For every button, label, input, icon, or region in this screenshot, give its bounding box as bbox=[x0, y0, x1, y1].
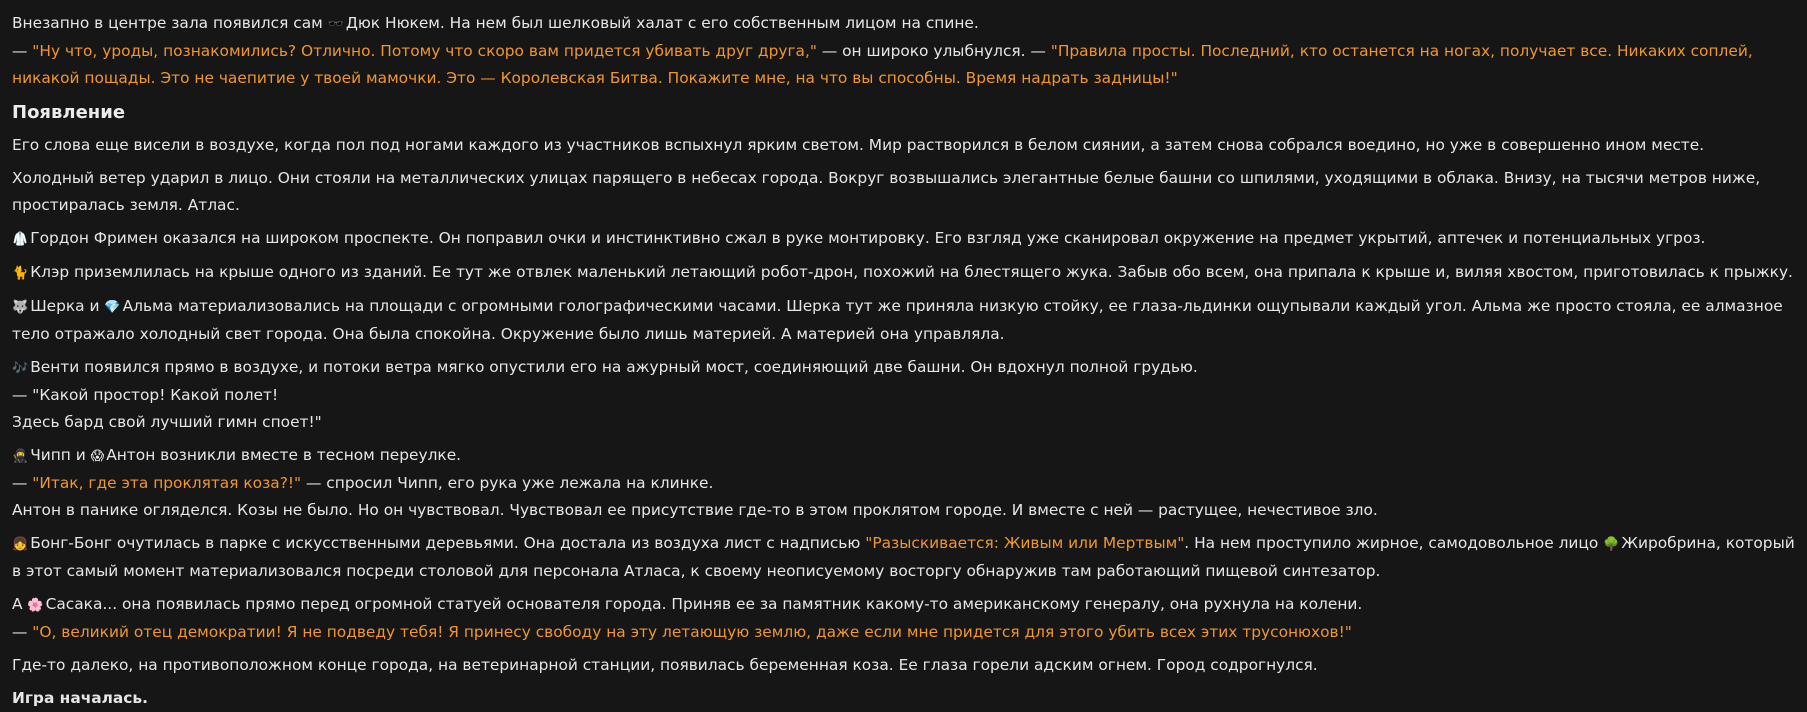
paragraph-duke-speech bbox=[12, 38, 1795, 92]
sasaka-speech bbox=[12, 619, 1795, 646]
wanted-poster-quote: "Разыскивается: Живым или Мертвым" bbox=[865, 534, 1185, 552]
sasaka-text: А bbox=[12, 595, 28, 613]
anton-line: Антон в панике огляделся. Козы не было. Но он чувствовал. Чувствовал ее присутствие где-то в этом проклятом городе. И вместе с ней — растущее, нечестивое зло. bbox=[12, 501, 1378, 519]
claire-text: Клэр приземлилась на крыше одного из зданий. Ее тут же отвлек маленький летающий робот-дрон, похожий на блестящего жука. Забыв обо всем, она припала к крыше и, виляя хвостом, приготовилась к прыжку. bbox=[30, 263, 1793, 281]
paragraph-gordon bbox=[12, 225, 1795, 253]
sherka-alma-text: Альма материализовались на площади с огромными голографическими часами. Шерка тут же приняла низкую стойку, ее глаза-льдинки ощупывали каждый угол. Альма же просто стояла, ее алмазное тело отражало холодный свет города. Она была спокойна. Окружение было лишь материей. А материей она управляла. bbox=[12, 297, 1783, 343]
sunglasses-icon: 🕶️ bbox=[327, 17, 344, 32]
sherka-text: Шерка и bbox=[30, 297, 105, 315]
venti-verse-line-2: Здесь бард свой лучший гимн споет!" bbox=[12, 413, 322, 431]
cat-icon: 🐈 bbox=[12, 266, 29, 281]
paragraph-claire bbox=[12, 259, 1795, 287]
paragraph-venti bbox=[12, 354, 1795, 382]
dash: — bbox=[12, 623, 33, 641]
girl-icon: 👧 bbox=[12, 537, 29, 552]
chipp-speech bbox=[12, 470, 1795, 497]
paragraph-teleport: Его слова еще висели в воздухе, когда пол под ногами каждого из участников вспыхнул ярким светом. Мир растворился в белом сиянии, а затем снова собрался воедино, но уже в совершенно ином месте. bbox=[12, 136, 1705, 154]
paragraph-city: Холодный ветер ударил в лицо. Они стояли на металлических улицах парящего в небесах города. Вокруг возвышались элегантные белые башни со шпилями, уходящими в облака. Внизу, на тысячи метров ниже, простиралась земля. Атлас. bbox=[12, 169, 1761, 214]
cherry-blossom-icon: 🌸 bbox=[27, 598, 44, 613]
wolf-icon: 🐺 bbox=[12, 300, 29, 315]
music-notes-icon: 🎶 bbox=[12, 361, 29, 376]
chipp-anton-text: Антон возникли вместе в тесном переулке. bbox=[106, 446, 462, 464]
paragraph-bong bbox=[12, 530, 1795, 585]
bong-text: Бонг-Бонг очутилась в парке с искусственными деревьями. Она достала из воздуха лист с надписью bbox=[30, 534, 866, 552]
paragraph-goat: Где-то далеко, на противоположном конце города, на ветеринарной станции, появилась беременная коза. Ее глаза горели адским огнем. Город содрогнулся. bbox=[12, 656, 1318, 674]
paragraph-chipp-anton bbox=[12, 442, 1795, 470]
bong-text-2: . На нем проступило жирное, самодовольное лицо bbox=[1184, 534, 1604, 552]
sasaka-text-2: Сасака... она появилась прямо перед огромной статуей основателя города. Приняв ее за памятник какому-то американскому генералу, она рухнула на колени. bbox=[45, 595, 1363, 613]
chipp-text: Чипп и bbox=[30, 446, 91, 464]
duke-intro-text-rest: Дюк Нюкем. На нем был шелковый халат с его собственным лицом на спине. bbox=[345, 14, 979, 32]
duke-intro-text: Внезапно в центре зала появился сам bbox=[12, 14, 328, 32]
diamond-icon: 💎 bbox=[104, 300, 121, 315]
venti-verse-line-1: — "Какой простор! Какой полет! bbox=[12, 386, 279, 404]
dash: — bbox=[12, 474, 33, 492]
duke-speech-mid: — он широко улыбнулся. — bbox=[816, 42, 1051, 60]
bong-text-3: Жиробрина, который в этот самый момент материализовался посреди столовой для персонала Атласа, к своему неописуемому восторгу обнаружив там работающий пищевой синтезатор. bbox=[12, 534, 1795, 580]
chipp-after: — спросил Чипп, его рука уже лежала на клинке. bbox=[301, 474, 714, 492]
paragraph-sherka-alma bbox=[12, 293, 1795, 348]
dash: — bbox=[12, 42, 33, 60]
duke-quote-1: "Ну что, уроды, познакомились? Отлично. Потому что скоро вам придется убивать друг друга," bbox=[32, 42, 817, 60]
paragraph-sasaka bbox=[12, 591, 1795, 619]
final-line: Игра началась. bbox=[12, 689, 149, 707]
duke-quote-2: "Правила просты. Последний, кто останется на ногах, получает все. Никаких соплей, никакой пощады. Это не чаепитие у твоей мамочки. Это — Королевская Битва. Покажите мне, на что вы способны. Время надрать задницы!" bbox=[12, 42, 1753, 87]
story-document bbox=[12, 10, 1795, 712]
lab-coat-icon: 🥼 bbox=[12, 232, 29, 247]
venti-text: Венти появился прямо в воздухе, и потоки ветра мягко опустили его на ажурный мост, соединяющий две башни. Он вдохнул полной грудью. bbox=[30, 358, 1198, 376]
sasaka-quote: "О, великий отец демократии! Я не подведу тебя! Я принесу свободу на эту летающую землю, даже если мне придется для этого убить всех этих трусонюхов!" bbox=[32, 623, 1352, 641]
section-heading: Появление bbox=[12, 102, 126, 123]
ninja-icon: 🥷 bbox=[12, 449, 29, 464]
chipp-quote: "Итак, где эта проклятая коза?!" bbox=[32, 474, 302, 492]
paragraph-duke-appears bbox=[12, 10, 1795, 38]
gordon-text: Гордон Фримен оказался на широком проспекте. Он поправил очки и инстинктивно сжал в руке монтировку. Его взгляд уже сканировал окружение на предмет укрытий, аптечек и потенциальных угроз. bbox=[30, 229, 1706, 247]
screaming-face-icon: 😱 bbox=[90, 449, 105, 464]
tree-icon: 🌳 bbox=[1603, 537, 1620, 552]
